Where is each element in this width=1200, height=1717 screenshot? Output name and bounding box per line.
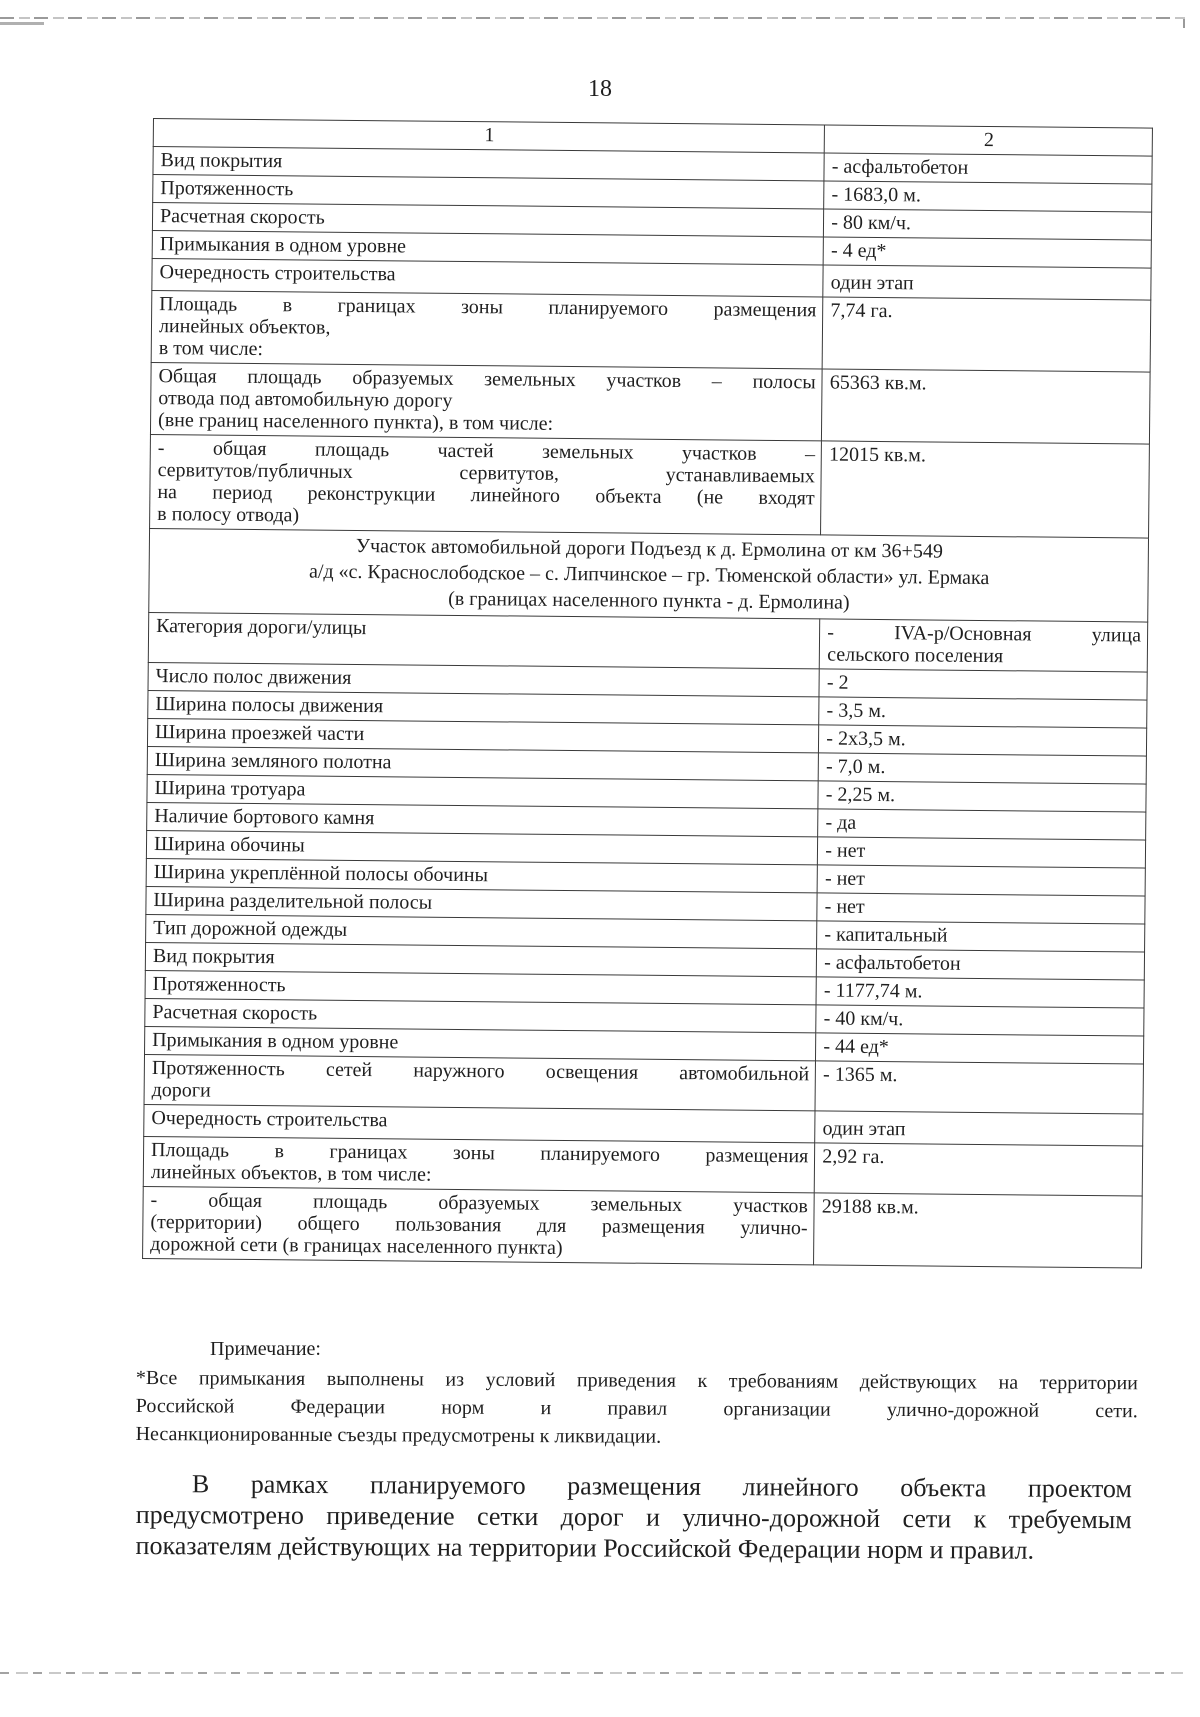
- road-parameters-table: [142, 118, 1153, 1269]
- param-value: - нет: [818, 837, 1146, 868]
- note-line: Несанкционированные съезды предусмотрены к ликвидации.: [135, 1422, 662, 1448]
- note-text: [136, 1364, 1138, 1453]
- param-label: [144, 1054, 816, 1110]
- column-number: 1: [153, 119, 825, 153]
- param-label: Ширина полосы движения: [148, 690, 820, 724]
- param-label: Категория дороги/улицы: [148, 612, 820, 668]
- param-value: - 2: [819, 669, 1147, 700]
- value-line: сельского поселения: [827, 643, 1004, 668]
- label-line: Общая площадь образуемых земельных участков – полосы: [158, 365, 816, 394]
- label-line: сервитутов/публичных сервитутов, устанавливаемых: [157, 459, 815, 488]
- label-line: Площадь в границах зоны планируемого размещения: [150, 1139, 809, 1168]
- label-line: линейных объектов, в том числе:: [150, 1161, 432, 1186]
- param-value: - 1683,0 м.: [824, 181, 1152, 212]
- label-line: Площадь в границах зоны планируемого размещения: [159, 293, 817, 322]
- section-title-line: а/д «с. Краснослободское – с. Липчинское – гр. Тюменской области» ул. Ермака: [308, 560, 990, 590]
- section-title-line: Участок автомобильной дороги Подъезд к д. Ермолина от км 36+549: [355, 534, 943, 563]
- section-title-line: (в границах населенного пункта - д. Ермолина): [448, 587, 850, 614]
- param-label: Число полос движения: [148, 662, 820, 696]
- section-title-row: [149, 528, 1149, 622]
- param-label: [143, 1136, 815, 1192]
- scan-edge-top: [0, 17, 1185, 19]
- param-value: - 4 ед*: [823, 237, 1151, 268]
- param-value: 65363 кв.м.: [822, 369, 1150, 444]
- paragraph-line: предусмотрено приведение сетки дорог и улично-дорожной сети к требуемым: [135, 1499, 1132, 1535]
- param-label: Протяженность: [145, 970, 817, 1004]
- param-label: Вид покрытия: [153, 147, 825, 181]
- label-line: в полосу отвода): [157, 503, 300, 527]
- label-line: - общая площадь образуемых земельных участков: [150, 1189, 808, 1218]
- column-number: 2: [824, 125, 1152, 156]
- label-line: дорожной сети (в границах населенного пункта): [150, 1233, 563, 1259]
- param-value: [820, 619, 1148, 672]
- label-line: в том числе:: [158, 337, 264, 361]
- label-line: - общая площадь частей земельных участков –: [157, 437, 816, 466]
- param-label: Расчетная скорость: [145, 998, 817, 1032]
- table-row: [150, 434, 1150, 538]
- param-label: Очередность строительства: [152, 258, 824, 296]
- param-label: [143, 1186, 815, 1264]
- table-row: [151, 290, 1151, 372]
- param-label: Ширина проезжей части: [147, 718, 819, 752]
- param-value: 12015 кв.м.: [821, 441, 1150, 538]
- param-label: Ширина разделительной полосы: [146, 886, 818, 920]
- param-value: - 3,5 м.: [819, 697, 1147, 728]
- param-value: - 1177,74 м.: [816, 977, 1144, 1008]
- label-line: (территории) общего пользования для размещения улично-: [150, 1211, 808, 1240]
- param-label: Примыкания в одном уровне: [145, 1026, 817, 1060]
- param-value: - 1365 м.: [815, 1061, 1143, 1114]
- param-value: 7,74 га.: [822, 297, 1150, 372]
- scan-edge-bottom: [0, 1672, 1185, 1674]
- paragraph-line: показателям действующих на территории Российской Федерации норм и правил.: [135, 1530, 1035, 1565]
- param-value: 2,92 га.: [814, 1143, 1142, 1196]
- value-line: - IVA-р/Основная улица: [827, 621, 1142, 647]
- param-value: - 7,0 м.: [818, 753, 1146, 784]
- param-label: Ширина обочины: [146, 830, 818, 864]
- param-value: - капитальный: [817, 921, 1145, 952]
- param-value: один этап: [815, 1111, 1143, 1146]
- param-label: [150, 362, 822, 440]
- param-value: - асфальтобетон: [824, 153, 1152, 184]
- param-value: - нет: [817, 893, 1145, 924]
- label-line: линейных объектов,: [158, 315, 331, 339]
- param-value: один этап: [823, 265, 1151, 300]
- param-value: - 2,25 м.: [818, 781, 1146, 812]
- param-value: - да: [818, 809, 1146, 840]
- label-line: дороги: [151, 1079, 211, 1102]
- paragraph-line: В рамках планируемого размещения линейного объекта проектом: [191, 1469, 1132, 1504]
- param-label: Расчетная скорость: [152, 203, 824, 237]
- param-label: Примыкания в одном уровне: [152, 230, 824, 264]
- body-paragraph: [136, 1468, 1132, 1566]
- label-line: отвода под автомобильную дорогу: [158, 387, 453, 412]
- param-label: Протяженность: [153, 175, 825, 209]
- table-row: [150, 362, 1150, 444]
- param-value: - асфальтобетон: [817, 949, 1145, 980]
- param-value: - 80 км/ч.: [824, 209, 1152, 240]
- param-label: Ширина тротуара: [147, 774, 819, 808]
- param-label: Наличие бортового камня: [147, 802, 819, 836]
- param-label: Тип дорожной одежды: [146, 914, 818, 948]
- param-label: Вид покрытия: [145, 942, 817, 976]
- table-row: [143, 1186, 1143, 1268]
- param-label: Очередность строительства: [144, 1104, 816, 1142]
- param-label: [151, 290, 823, 368]
- label-line: на период реконструкции линейного объекта (не входят: [157, 481, 815, 510]
- note-line: *Все примыкания выполнены из условий приведения к требованиям действующих на территории: [135, 1367, 1138, 1395]
- label-line: Протяженность сетей наружного освещения автомобильной: [151, 1057, 810, 1086]
- param-label: Ширина земляного полотна: [147, 746, 819, 780]
- param-label: Ширина укреплённой полосы обочины: [146, 858, 818, 892]
- param-value: 29188 кв.м.: [814, 1193, 1142, 1268]
- param-value: - 44 ед*: [816, 1033, 1144, 1064]
- param-value: - нет: [817, 865, 1145, 896]
- scan-mark-right: [1183, 19, 1185, 28]
- param-label: [150, 434, 822, 534]
- scan-mark: [0, 22, 44, 25]
- label-line: (вне границ населенного пункта), в том числе:: [157, 409, 554, 435]
- param-value: - 2х3,5 м.: [819, 725, 1147, 756]
- param-value: - 40 км/ч.: [816, 1005, 1144, 1036]
- page-number: 18: [588, 76, 612, 102]
- note-heading: Примечание:: [210, 1338, 321, 1360]
- note-line: Российской Федерации норм и правил организации улично-дорожной сети.: [135, 1394, 1138, 1423]
- section-title: [149, 528, 1149, 622]
